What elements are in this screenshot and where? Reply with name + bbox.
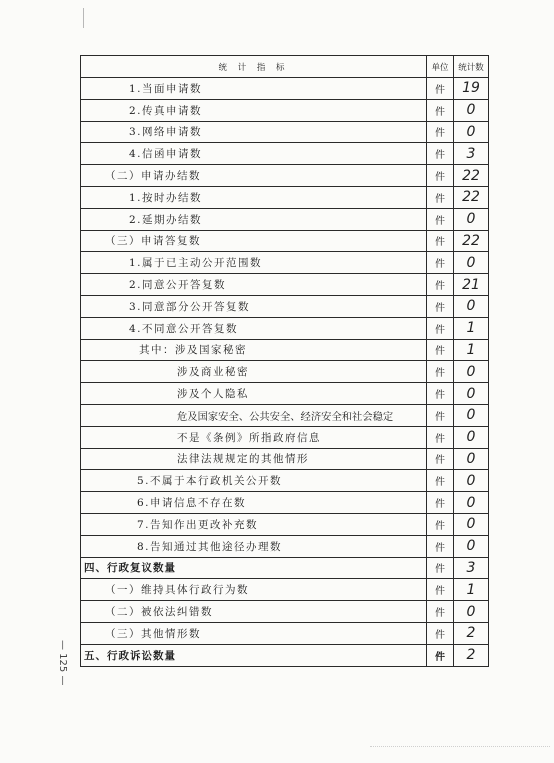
- section-heading-cell: 五、行政诉讼数量: [81, 644, 427, 666]
- table-row: [81, 295, 489, 317]
- indicator-cell: 1.属于已主动公开范围数: [81, 252, 427, 274]
- unit-cell: 件: [427, 165, 454, 187]
- table-row: [81, 622, 489, 644]
- value-cell: 0: [454, 383, 489, 405]
- unit-cell: 件: [427, 143, 454, 165]
- value-cell: 21: [454, 274, 489, 296]
- value-cell: 0: [454, 121, 489, 143]
- value-cell: 0: [454, 404, 489, 426]
- unit-cell: 件: [427, 470, 454, 492]
- value-cell: 1: [454, 339, 489, 361]
- value-cell: 0: [454, 513, 489, 535]
- table-row: [81, 513, 489, 535]
- value-cell: 22: [454, 230, 489, 252]
- value-cell: 2: [454, 644, 489, 666]
- unit-cell: 件: [427, 383, 454, 405]
- table-row: [81, 339, 489, 361]
- table-row: [81, 165, 489, 187]
- indicator-cell: 涉及个人隐私: [81, 383, 427, 405]
- value-cell: 22: [454, 165, 489, 187]
- value-cell: 3: [454, 557, 489, 579]
- indicator-cell: 3.同意部分公开答复数: [81, 295, 427, 317]
- unit-cell: 件: [427, 274, 454, 296]
- table-row: [81, 644, 489, 666]
- unit-cell: 件: [427, 622, 454, 644]
- unit-cell: 件: [427, 361, 454, 383]
- unit-cell: 件: [427, 186, 454, 208]
- value-cell: 3: [454, 143, 489, 165]
- unit-header: 单位: [427, 56, 454, 78]
- unit-cell: 件: [427, 601, 454, 623]
- value-cell: 0: [454, 252, 489, 274]
- unit-cell: 件: [427, 535, 454, 557]
- table-row: [81, 274, 489, 296]
- table-row: [81, 121, 489, 143]
- value-cell: 0: [454, 99, 489, 121]
- table-row: [81, 186, 489, 208]
- table-row: [81, 252, 489, 274]
- indicator-cell: （二）申请办结数: [81, 165, 427, 187]
- indicator-cell: 不是《条例》所指政府信息: [81, 426, 427, 448]
- indicator-cell: （二）被依法纠错数: [81, 601, 427, 623]
- unit-cell: 件: [427, 644, 454, 666]
- table-row: [81, 361, 489, 383]
- table-row: [81, 230, 489, 252]
- value-cell: 19: [454, 78, 489, 100]
- unit-cell: 件: [427, 557, 454, 579]
- indicator-cell: 4.不同意公开答复数: [81, 317, 427, 339]
- indicator-cell: 1.当面申请数: [81, 78, 427, 100]
- indicator-cell: 7.告知作出更改补充数: [81, 513, 427, 535]
- indicator-cell: 涉及商业秘密: [81, 361, 427, 383]
- indicator-cell: 3.网络申请数: [81, 121, 427, 143]
- value-cell: 1: [454, 317, 489, 339]
- unit-cell: 件: [427, 99, 454, 121]
- unit-cell: 件: [427, 513, 454, 535]
- value-cell: 0: [454, 448, 489, 470]
- table-row: [81, 143, 489, 165]
- indicator-cell: 2.延期办结数: [81, 208, 427, 230]
- indicator-cell: 危及国家安全、公共安全、经济安全和社会稳定: [81, 404, 427, 426]
- unit-cell: 件: [427, 339, 454, 361]
- scan-edge-mark: [83, 8, 84, 28]
- unit-cell: 件: [427, 252, 454, 274]
- value-cell: 0: [454, 535, 489, 557]
- table-row: [81, 492, 489, 514]
- table-header-row: [81, 56, 489, 78]
- unit-cell: 件: [427, 492, 454, 514]
- unit-cell: 件: [427, 579, 454, 601]
- table-row: [81, 557, 489, 579]
- indicator-cell: 6.申请信息不存在数: [81, 492, 427, 514]
- value-cell: 0: [454, 492, 489, 514]
- indicator-cell: 1.按时办结数: [81, 186, 427, 208]
- value-cell: 1: [454, 579, 489, 601]
- value-cell: 0: [454, 601, 489, 623]
- statistics-table: [80, 55, 489, 667]
- unit-cell: 件: [427, 230, 454, 252]
- table-row: [81, 470, 489, 492]
- unit-cell: 件: [427, 404, 454, 426]
- table-row: [81, 404, 489, 426]
- table-row: [81, 601, 489, 623]
- unit-cell: 件: [427, 121, 454, 143]
- table-row: [81, 78, 489, 100]
- indicator-cell: 4.信函申请数: [81, 143, 427, 165]
- value-cell: 0: [454, 361, 489, 383]
- table-row: [81, 208, 489, 230]
- table-row: [81, 448, 489, 470]
- table-row: [81, 579, 489, 601]
- unit-cell: 件: [427, 78, 454, 100]
- indicator-cell: （三）其他情形数: [81, 622, 427, 644]
- indicator-cell: 其中：涉及国家秘密: [81, 339, 427, 361]
- unit-cell: 件: [427, 317, 454, 339]
- indicator-cell: （三）申请答复数: [81, 230, 427, 252]
- value-header: 统计数: [454, 56, 489, 78]
- value-cell: 0: [454, 470, 489, 492]
- section-heading-cell: 四、行政复议数量: [81, 557, 427, 579]
- value-cell: 2: [454, 622, 489, 644]
- indicator-cell: （一）维持具体行政行为数: [81, 579, 427, 601]
- indicator-cell: 8.告知通过其他途径办理数: [81, 535, 427, 557]
- unit-cell: 件: [427, 426, 454, 448]
- table-row: [81, 317, 489, 339]
- indicator-header: 统 计 指 标: [81, 56, 427, 78]
- indicator-cell: 法律法规规定的其他情形: [81, 448, 427, 470]
- indicator-cell: 2.同意公开答复数: [81, 274, 427, 296]
- value-cell: 0: [454, 208, 489, 230]
- value-cell: 0: [454, 426, 489, 448]
- table-row: [81, 99, 489, 121]
- table-row: [81, 426, 489, 448]
- value-cell: 0: [454, 295, 489, 317]
- unit-cell: 件: [427, 295, 454, 317]
- unit-cell: 件: [427, 448, 454, 470]
- indicator-cell: 2.传真申请数: [81, 99, 427, 121]
- value-cell: 22: [454, 186, 489, 208]
- indicator-cell: 5.不属于本行政机关公开数: [81, 470, 427, 492]
- unit-cell: 件: [427, 208, 454, 230]
- table-row: [81, 383, 489, 405]
- page-number: — 125 —: [57, 640, 68, 686]
- table-row: [81, 535, 489, 557]
- scan-bottom-mark: [370, 746, 550, 747]
